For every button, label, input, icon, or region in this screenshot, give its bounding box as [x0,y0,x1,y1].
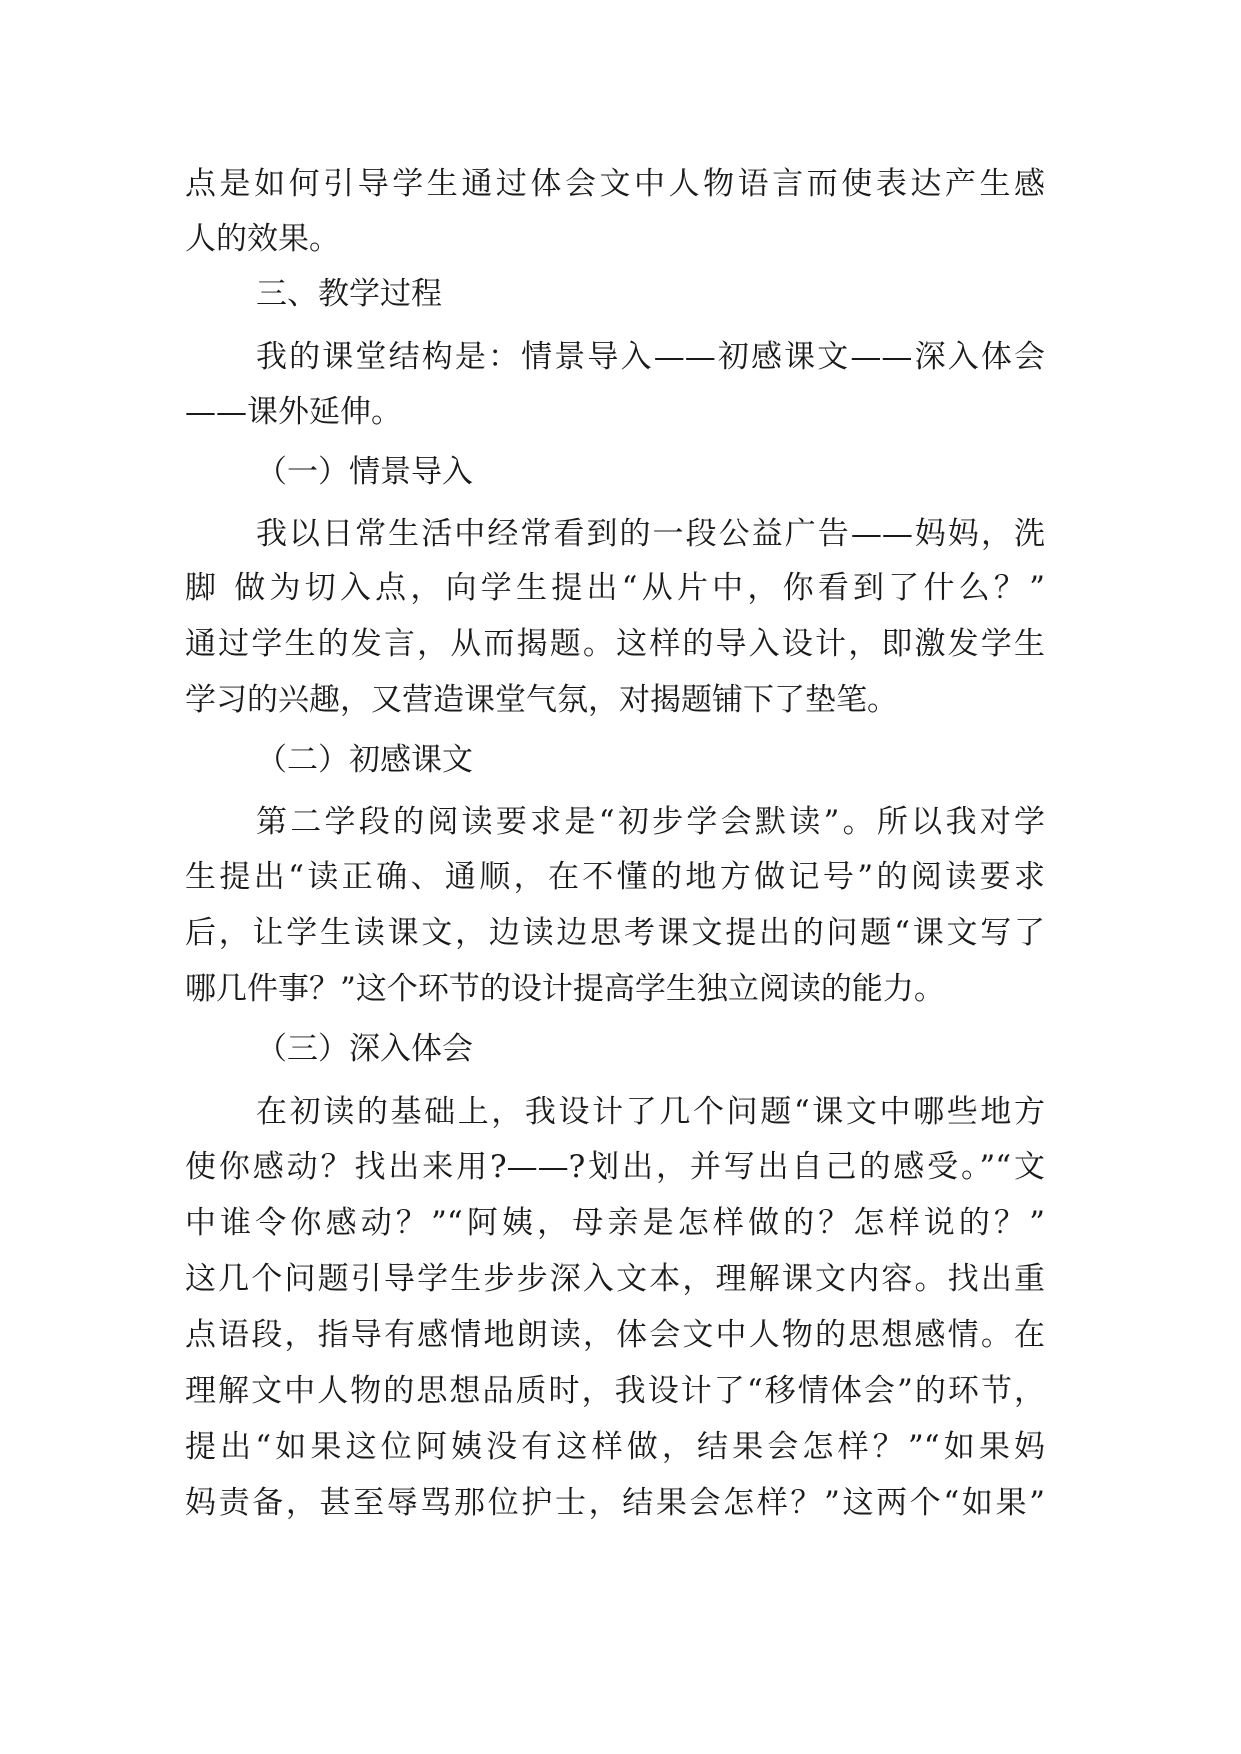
subsection-heading-2: （二）初感课文 [256,742,473,778]
text-line-7: 我以日常生活中经常看到的一段公益广告——妈妈，洗 [256,516,1045,552]
text-line-15: 哪几件事？”这个环节的设计提高学生独立阅读的能力。 [185,971,945,1007]
subsection-heading-1: （一）情景导入 [256,454,473,490]
text-line-13: 生提出“读正确、通顺，在不懂的地方做记号”的阅读要求 [185,859,1045,895]
text-line-17: 在初读的基础上，我设计了几个问题“课文中哪些地方 [256,1094,1045,1130]
text-line-19: 中谁令你感动？”“阿姨，母亲是怎样做的？怎样说的？” [185,1205,1045,1241]
text-line-12: 第二学段的阅读要求是“初步学会默读”。所以我对学 [256,804,1045,840]
text-line-1: 点是如何引导学生通过体会文中人物语言而使表达产生感 [185,166,1045,202]
text-line-8: 脚 做为切入点，向学生提出“从片中，你看到了什么？” [185,570,1045,606]
text-line-9: 通过学生的发言，从而揭题。这样的导入设计，即激发学生 [185,626,1045,662]
text-line-10: 学习的兴趣，又营造课堂气氛，对揭题铺下了垫笔。 [185,682,898,718]
subsection-heading-3: （三）深入体会 [256,1031,473,1067]
text-line-18: 使你感动？找出来用?——?划出，并写出自己的感受。”“文 [185,1149,1045,1185]
text-line-21: 点语段，指导有感情地朗读，体会文中人物的思想感情。在 [185,1317,1045,1353]
text-line-5: ——课外延伸。 [185,394,402,430]
text-line-23: 提出“如果这位阿姨没有这样做，结果会怎样？”“如果妈 [185,1429,1045,1465]
text-line-22: 理解文中人物的思想品质时，我设计了“移情体会”的环节， [185,1373,1045,1409]
text-line-24: 妈责备，甚至辱骂那位护士，结果会怎样？”这两个“如果” [185,1485,1045,1521]
section-heading-3: 三、教学过程 [256,276,442,312]
text-line-4: 我的课堂结构是：情景导入——初感课文——深入体会 [256,339,1045,375]
text-line-20: 这几个问题引导学生步步深入文本，理解课文内容。找出重 [185,1261,1045,1297]
text-line-14: 后，让学生读课文，边读边思考课文提出的问题“课文写了 [185,915,1045,951]
text-line-2: 人的效果。 [185,221,340,257]
